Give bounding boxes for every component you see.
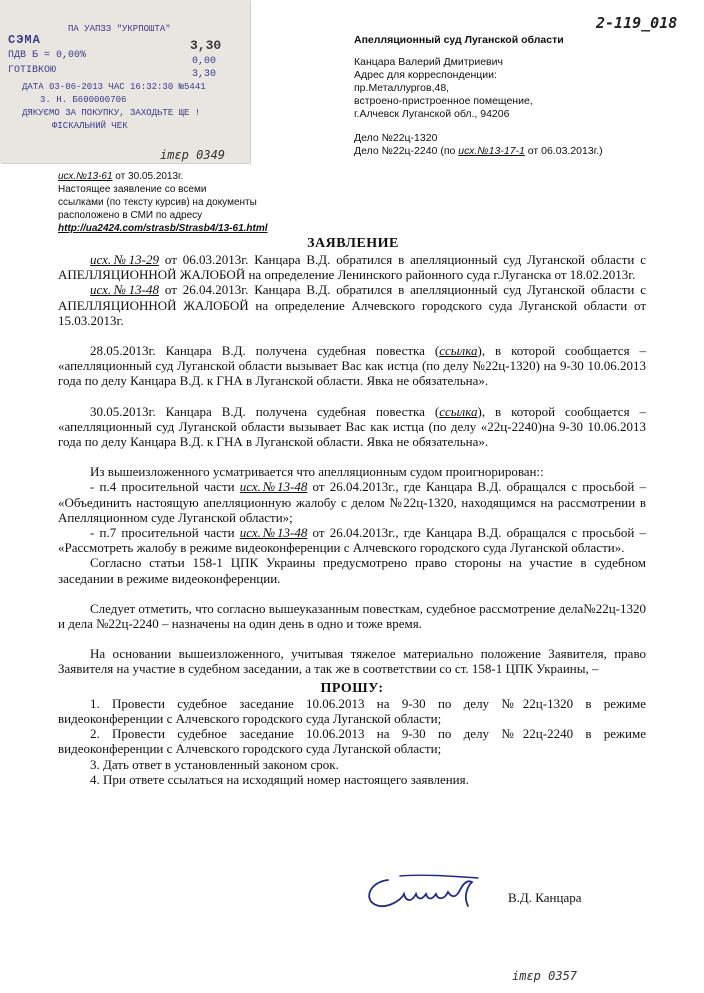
- receipt-fiscal: ФІСКАЛЬНИЙ ЧЕК: [52, 121, 128, 131]
- receipt-cash-value: 3,30: [192, 69, 217, 80]
- request-1: 1. Провести судебное заседание 10.06.2013 на 9-30 по делу №22ц-1320 в режиме видеоконференции с Алчевского городского суда Луганской области;: [58, 695, 646, 727]
- p7-ref-link[interactable]: исх.№13-48: [239, 525, 308, 541]
- receipt-datetime: ДАТА 03-06-2013 ЧАС 16:32:30 №5441: [22, 82, 206, 92]
- note-line-2: Настоящее заявление со всеми: [58, 184, 207, 195]
- receipt-cash-label: ГОТІВКОЮ: [8, 65, 57, 76]
- case-2: Дело №22ц-2240 (по исх.№13-17-1 от 06.03.2013г.): [354, 145, 603, 157]
- request-2: 2. Провести судебное заседание 10.06.2013 на 9-30 по делу №22ц-2240 в режиме видеоконференции с Алчевского городского суда Луганской области;: [58, 726, 646, 757]
- document-title: ЗАЯВЛЕНИЕ: [307, 236, 399, 251]
- signer-name: В.Д. Канцара: [508, 890, 582, 905]
- receipt-brand: СЭМА: [8, 33, 41, 47]
- paragraph-5: Из вышеизложенного усматривается что апелляционным судом проигнорирован::: [90, 464, 544, 480]
- address-premises: встроено-пристроенное помещение,: [354, 95, 533, 107]
- receipt-serial: 3. Н. Б600000706: [40, 95, 127, 105]
- p6-ref-link[interactable]: исх.№13-48: [239, 479, 308, 495]
- handwritten-signature: [360, 872, 490, 912]
- paragraph-6: - п.4 просительной части исх.№13-48 от 26.04.2013г., где Канцара В.Д. обращался с просьбой – «Объединить настоящую апелляционную жалобу с делом №22ц-1320, находящимся на рассмотрении в Апелляционном суде Луганской области»;: [58, 479, 646, 525]
- paragraph-8: Согласно статьи 158-1 ЦПК Украины предусмотрено право стороны на участие в судебном заседании в режиме видеоконференции.: [58, 555, 646, 586]
- request-4: 4. При ответе ссылаться на исходящий номер настоящего заявления.: [90, 771, 469, 787]
- cash-receipt: [0, 0, 250, 163]
- note-line-3: ссылками (по тексту курсив) на документы: [58, 197, 257, 208]
- receipt-thanks: ДЯКУЄМО ЗА ПОКУПКУ, ЗАХОДЬТЕ ЩЕ !: [22, 108, 201, 118]
- paragraph-7: - п.7 просительной части исх.№13-48 от 26.04.2013г., где Канцара В.Д. обращался с просьбой – «Рассмотреть жалобу в режиме видеоконференции с Алчевского городского суда Луганской области».: [58, 525, 646, 556]
- case2-ref-link[interactable]: исх.№13-17-1: [458, 145, 525, 157]
- document-body: [58, 252, 646, 787]
- request-heading: ПРОШУ:: [320, 680, 384, 696]
- handwritten-registry-bottom: imεр 0357: [512, 969, 578, 983]
- p1-ref-link[interactable]: исх.№13-29: [90, 252, 159, 267]
- paragraph-4: 30.05.2013г. Канцара В.Д. получена судебная повестка (ссылка), в которой сообщается – «апелляционный суд Луганской области вызывает Вас как истца (по делу «22ц-2240)на 9-30 10.06.2013 года по делу Канцара В.Д. к ГНА в Луганской области. Явка не обязательна».: [58, 403, 647, 450]
- p2-ref-link[interactable]: исх.№13-48: [90, 282, 159, 298]
- request-3: 3. Дать ответ в установленный законом срок.: [90, 756, 339, 772]
- note-line-4: расположено в СМИ по адресу: [58, 210, 203, 221]
- recipient-block: [354, 34, 603, 158]
- address-street: пр.Металлургов,48,: [354, 82, 450, 94]
- receipt-shop: ПА УАПЗЗ "УКРПОШТА": [68, 24, 171, 34]
- p3-link[interactable]: ссылка: [439, 343, 478, 359]
- case-1: Дело №22ц-1320: [354, 132, 438, 144]
- paragraph-3: 28.05.2013г. Канцара В.Д. получена судебная повестка (ссылка), в которой сообщается – «апелляционный суд Луганской области вызывает Вас как истца (по делу №22ц-1320) на 9-30 10.06.2013 года по делу Канцара В.Д. к ГНА в Луганской области. Явка не обязательна».: [58, 343, 647, 389]
- handwritten-registry-top: imεр 0349: [160, 148, 226, 162]
- paragraph-10: На основании вышеизложенного, учитывая тяжелое материально положение Заявителя, право Заявителя на участие в судебном заседании, а так же в соответствии со ст. 158-1 ЦПК Украины, –: [58, 646, 646, 677]
- paragraph-1: исх.№13-29 от 06.03.2013г. Канцара В.Д. обратился в апелляционный суд Луганской области с АПЕЛЛЯЦИОННОЙ ЖАЛОБОЙ на определение Ленинского районного суда г.Луганска от 18.02.2013г.: [58, 252, 646, 283]
- receipt-vat-value: 0,00: [192, 56, 217, 67]
- sender-name: Канцара Валерий Дмитриевич: [354, 56, 503, 68]
- court-name: Апелляционный суд Луганской области: [354, 34, 564, 46]
- paragraph-2: исх.№13-48 от 26.04.2013г. Канцара В.Д. обратился в апелляционный суд Луганской области с АПЕЛЛЯЦИОННОЙ ЖАЛОБОЙ на определение Алчевского городского суда Луганской области от 15.03.2013г.: [58, 282, 646, 328]
- document-id: 2-119_018: [596, 14, 678, 32]
- address-label: Адрес для корреспонденции:: [354, 69, 497, 81]
- receipt-vat-line: ПДВ Б = 0,00%: [8, 50, 87, 61]
- p4-link[interactable]: ссылка: [439, 403, 478, 419]
- address-city: г.Алчевск Луганской обл., 94206: [354, 108, 510, 120]
- publication-note: исх.№13-61 от 30.05.2013г. Настоящее заявление со всеми ссылками (по тексту курсив) на документы расположено в СМИ по адресу http://ua2424.com/strasb/Strasb4/13-61.html: [58, 171, 268, 234]
- note-url-link[interactable]: http://ua2424.com/strasb/Strasb4/13-61.html: [58, 223, 268, 234]
- note-ref-link[interactable]: исх.№13-61: [58, 171, 113, 182]
- receipt-total: 3,30: [190, 38, 222, 53]
- paragraph-9: Следует отметить, что согласно вышеуказанным повесткам, судебное рассмотрение дела№22ц-1320 и дела №22ц-2240 – назначены на один день в одно и тоже время.: [58, 600, 646, 632]
